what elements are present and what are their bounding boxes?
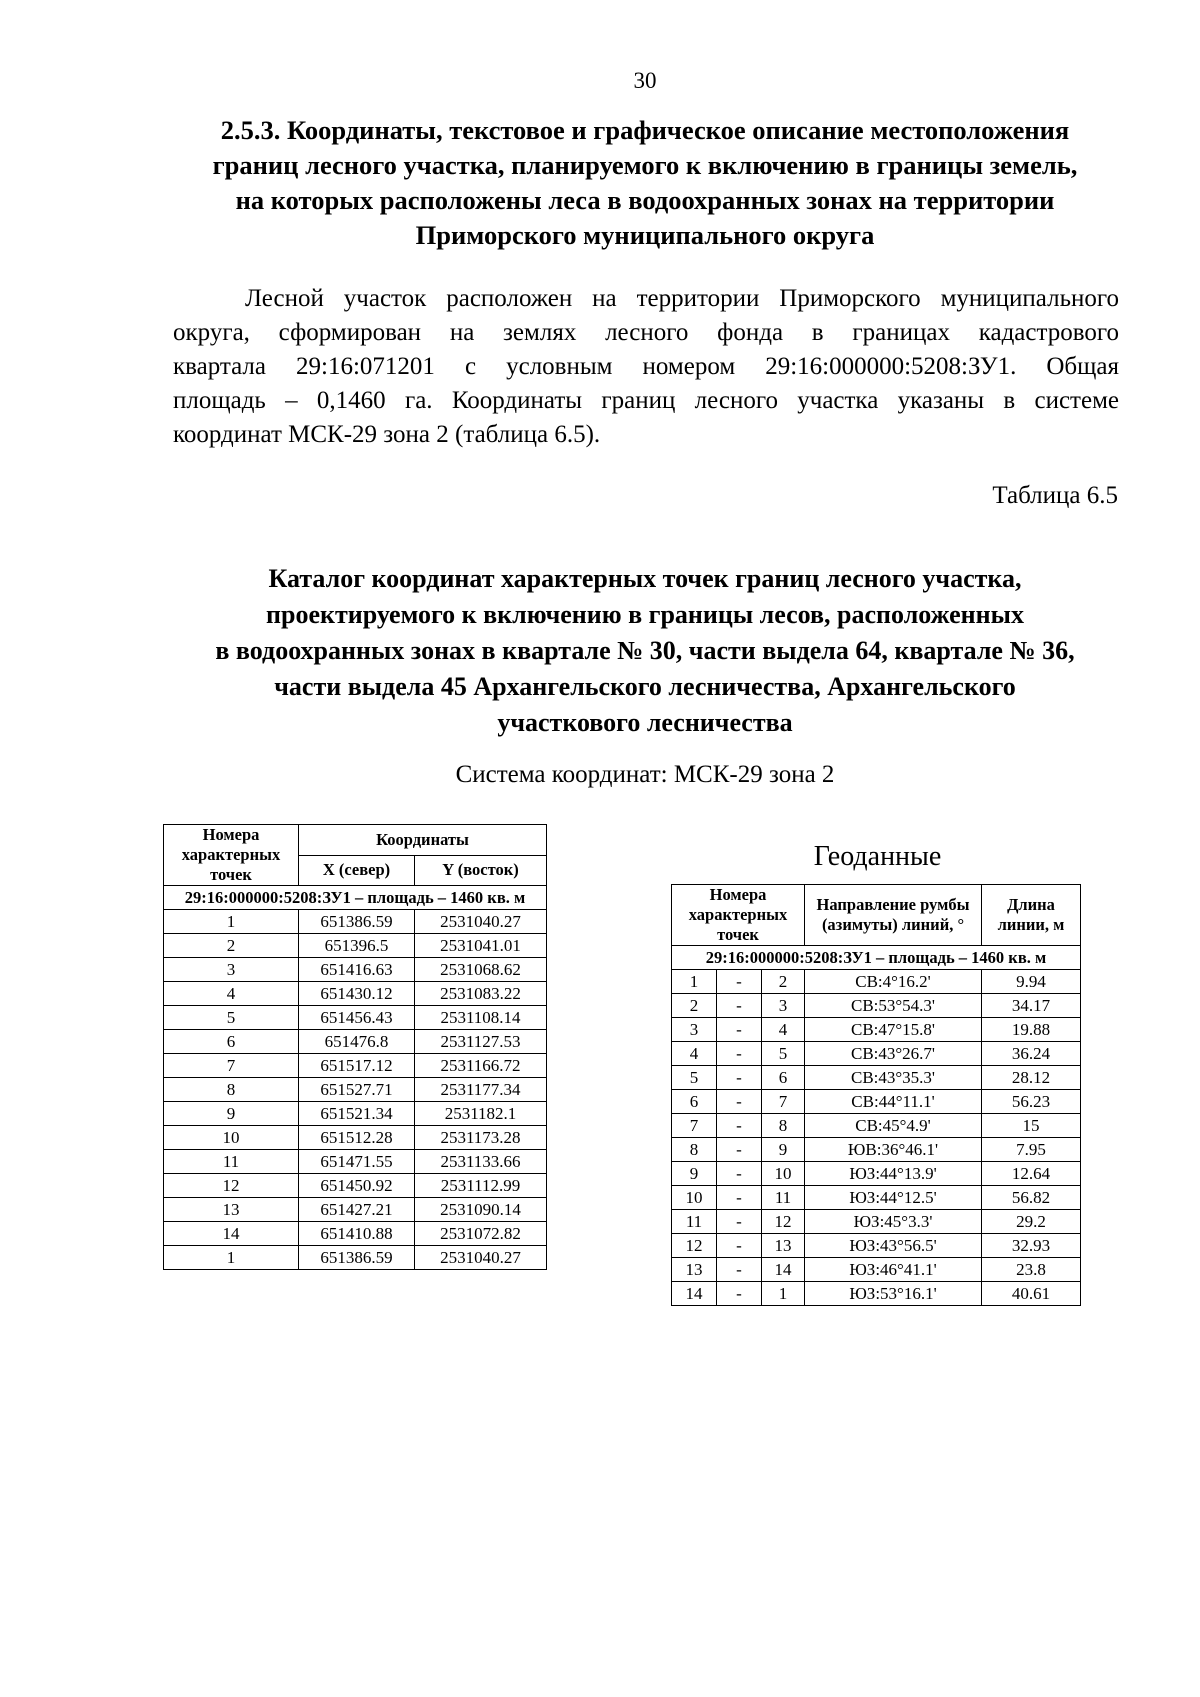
from-point-cell: 11 [672,1210,717,1234]
section-heading-line: границ лесного участка, планируемого к включению в границы земель, [212,150,1078,180]
x-coordinate-cell: 651456.43 [299,1006,415,1030]
table-row [164,1102,547,1126]
table-row [164,1126,547,1150]
table-row [164,934,547,958]
length-cell: 32.93 [982,1234,1081,1258]
separator-cell: - [717,994,762,1018]
from-point-cell: 6 [672,1090,717,1114]
length-cell: 56.82 [982,1186,1081,1210]
length-cell: 56.23 [982,1090,1081,1114]
y-coordinate-cell: 2531127.53 [415,1030,547,1054]
from-point-cell: 5 [672,1066,717,1090]
table-row [672,1186,1081,1210]
length-cell: 9.94 [982,970,1081,994]
point-number-cell: 10 [164,1126,299,1150]
to-point-cell: 7 [762,1090,805,1114]
direction-cell: СВ:53°54.3' [805,994,982,1018]
x-coordinate-cell: 651450.92 [299,1174,415,1198]
table-row [672,1042,1081,1066]
geodata-title: Геоданные [813,841,942,872]
table-row [164,982,547,1006]
section-heading-line: 2.5.3. Координаты, текстовое и графическое описание местоположения [220,115,1070,145]
table-row [672,1114,1081,1138]
length-cell: 7.95 [982,1138,1081,1162]
table-row [672,1210,1081,1234]
table-row [164,958,547,982]
coordinates-body [164,910,547,1270]
y-coordinate-cell: 2531041.01 [415,934,547,958]
separator-cell: - [717,1090,762,1114]
catalog-title-line: Каталог координат характерных точек границ лесного участка, [268,564,1022,593]
geodata-body [672,970,1081,1306]
point-number-cell: 4 [164,982,299,1006]
table-row [672,1138,1081,1162]
from-point-cell: 8 [672,1138,717,1162]
point-number-cell: 1 [164,910,299,934]
x-coordinate-cell: 651416.63 [299,958,415,982]
point-number-cell: 8 [164,1078,299,1102]
separator-cell: - [717,1210,762,1234]
paragraph-line: Лесной участок расположен на территории Приморского муниципального [245,285,1119,312]
length-cell: 36.24 [982,1042,1081,1066]
separator-cell: - [717,1114,762,1138]
x-coordinate-cell: 651512.28 [299,1126,415,1150]
header-direction: Направление румбы (азимуты) линий, ° [805,885,982,946]
to-point-cell: 5 [762,1042,805,1066]
length-cell: 12.64 [982,1162,1081,1186]
separator-cell: - [717,1282,762,1306]
to-point-cell: 11 [762,1186,805,1210]
to-point-cell: 9 [762,1138,805,1162]
point-number-cell: 12 [164,1174,299,1198]
catalog-title-line: части выдела 45 Архангельского лесничества, Архангельского [274,672,1016,701]
table-row [672,970,1081,994]
length-cell: 19.88 [982,1018,1081,1042]
table-row [672,994,1081,1018]
y-coordinate-cell: 2531040.27 [415,910,547,934]
y-coordinate-cell: 2531072.82 [415,1222,547,1246]
catalog-title-line: проектируемого к включению в границы лесов, расположенных [266,600,1024,629]
page-number: 30 [633,68,657,93]
coordinate-system: Система координат: МСК-29 зона 2 [455,761,835,788]
y-coordinate-cell: 2531112.99 [415,1174,547,1198]
separator-cell: - [717,1234,762,1258]
to-point-cell: 4 [762,1018,805,1042]
paragraph-line: округа, сформирован на землях лесного фонда в границах кадастрового [173,319,1119,346]
direction-cell: СВ:4°16.2' [805,970,982,994]
x-coordinate-cell: 651386.59 [299,1246,415,1270]
table-row [672,1090,1081,1114]
point-number-cell: 5 [164,1006,299,1030]
coordinates-table [163,824,547,1270]
table-label: Таблица 6.5 [992,482,1118,509]
length-cell: 29.2 [982,1210,1081,1234]
to-point-cell: 6 [762,1066,805,1090]
x-coordinate-cell: 651527.71 [299,1078,415,1102]
paragraph-line: квартала 29:16:071201 с условным номером 29:16:000000:5208:ЗУ1. Общая [173,353,1119,380]
y-coordinate-cell: 2531090.14 [415,1198,547,1222]
from-point-cell: 10 [672,1186,717,1210]
point-number-cell: 1 [164,1246,299,1270]
length-cell: 34.17 [982,994,1081,1018]
x-coordinate-cell: 651471.55 [299,1150,415,1174]
header-points: Номера характерных точек [672,885,805,946]
table-row [164,1198,547,1222]
x-coordinate-cell: 651517.12 [299,1054,415,1078]
y-coordinate-cell: 2531108.14 [415,1006,547,1030]
separator-cell: - [717,1162,762,1186]
to-point-cell: 1 [762,1282,805,1306]
point-number-cell: 11 [164,1150,299,1174]
table-row [164,910,547,934]
x-coordinate-cell: 651410.88 [299,1222,415,1246]
header-length: Длина линии, м [982,885,1081,946]
from-point-cell: 14 [672,1282,717,1306]
header-x: X (север) [299,855,415,886]
point-number-cell: 9 [164,1102,299,1126]
table-row [672,1234,1081,1258]
point-number-cell: 3 [164,958,299,982]
to-point-cell: 13 [762,1234,805,1258]
to-point-cell: 8 [762,1114,805,1138]
table-row [672,1066,1081,1090]
x-coordinate-cell: 651476.8 [299,1030,415,1054]
separator-cell: - [717,1066,762,1090]
to-point-cell: 10 [762,1162,805,1186]
geodata-table [671,884,1081,1306]
separator-cell: - [717,1258,762,1282]
paragraph-line: координат МСК-29 зона 2 (таблица 6.5). [173,421,601,448]
section-heading-line: на которых расположены леса в водоохранных зонах на территории [235,185,1055,215]
header-y: Y (восток) [415,855,547,886]
separator-cell: - [717,1018,762,1042]
table-row [672,1162,1081,1186]
from-point-cell: 4 [672,1042,717,1066]
catalog-title-line: в водоохранных зонах в квартале № 30, части выдела 64, квартале № 36, [215,636,1075,665]
table-row [672,1018,1081,1042]
direction-cell: ЮЗ:45°3.3' [805,1210,982,1234]
from-point-cell: 3 [672,1018,717,1042]
point-number-cell: 7 [164,1054,299,1078]
header-coordinates: Координаты [299,825,547,856]
table-row [672,1258,1081,1282]
x-coordinate-cell: 651386.59 [299,910,415,934]
table-row [164,1006,547,1030]
y-coordinate-cell: 2531177.34 [415,1078,547,1102]
separator-cell: - [717,970,762,994]
to-point-cell: 12 [762,1210,805,1234]
to-point-cell: 2 [762,970,805,994]
parcel-subheader: 29:16:000000:5208:ЗУ1 – площадь – 1460 кв. м [164,886,547,910]
direction-cell: ЮЗ:53°16.1' [805,1282,982,1306]
y-coordinate-cell: 2531173.28 [415,1126,547,1150]
y-coordinate-cell: 2531166.72 [415,1054,547,1078]
point-number-cell: 2 [164,934,299,958]
table-row [164,1150,547,1174]
header-points: Номера характерных точек [164,825,299,886]
to-point-cell: 14 [762,1258,805,1282]
catalog-title-line: участкового лесничества [497,708,793,737]
direction-cell: ЮЗ:46°41.1' [805,1258,982,1282]
length-cell: 40.61 [982,1282,1081,1306]
from-point-cell: 2 [672,994,717,1018]
catalog-title [160,561,1130,741]
direction-cell: ЮЗ:44°13.9' [805,1162,982,1186]
to-point-cell: 3 [762,994,805,1018]
direction-cell: ЮЗ:44°12.5' [805,1186,982,1210]
direction-cell: СВ:44°11.1' [805,1090,982,1114]
x-coordinate-cell: 651396.5 [299,934,415,958]
direction-cell: ЮЗ:43°56.5' [805,1234,982,1258]
table-row [672,1282,1081,1306]
body-paragraph [173,282,1119,452]
x-coordinate-cell: 651521.34 [299,1102,415,1126]
y-coordinate-cell: 2531133.66 [415,1150,547,1174]
length-cell: 15 [982,1114,1081,1138]
y-coordinate-cell: 2531083.22 [415,982,547,1006]
direction-cell: СВ:47°15.8' [805,1018,982,1042]
separator-cell: - [717,1042,762,1066]
parcel-subheader: 29:16:000000:5208:ЗУ1 – площадь – 1460 кв. м [672,946,1081,970]
table-row [164,1078,547,1102]
direction-cell: СВ:43°26.7' [805,1042,982,1066]
paragraph-line: площадь – 0,1460 га. Координаты границ лесного участка указаны в системе [173,387,1119,414]
y-coordinate-cell: 2531068.62 [415,958,547,982]
separator-cell: - [717,1186,762,1210]
y-coordinate-cell: 2531182.1 [415,1102,547,1126]
table-row [164,1222,547,1246]
section-heading-line: Приморского муниципального округа [415,220,875,250]
point-number-cell: 6 [164,1030,299,1054]
direction-cell: ЮВ:36°46.1' [805,1138,982,1162]
section-heading [160,113,1130,253]
from-point-cell: 9 [672,1162,717,1186]
x-coordinate-cell: 651427.21 [299,1198,415,1222]
table-row [164,1054,547,1078]
from-point-cell: 7 [672,1114,717,1138]
separator-cell: - [717,1138,762,1162]
y-coordinate-cell: 2531040.27 [415,1246,547,1270]
x-coordinate-cell: 651430.12 [299,982,415,1006]
direction-cell: СВ:45°4.9' [805,1114,982,1138]
direction-cell: СВ:43°35.3' [805,1066,982,1090]
from-point-cell: 12 [672,1234,717,1258]
point-number-cell: 14 [164,1222,299,1246]
from-point-cell: 13 [672,1258,717,1282]
length-cell: 28.12 [982,1066,1081,1090]
from-point-cell: 1 [672,970,717,994]
table-row [164,1030,547,1054]
point-number-cell: 13 [164,1198,299,1222]
table-row [164,1174,547,1198]
table-row [164,1246,547,1270]
length-cell: 23.8 [982,1258,1081,1282]
